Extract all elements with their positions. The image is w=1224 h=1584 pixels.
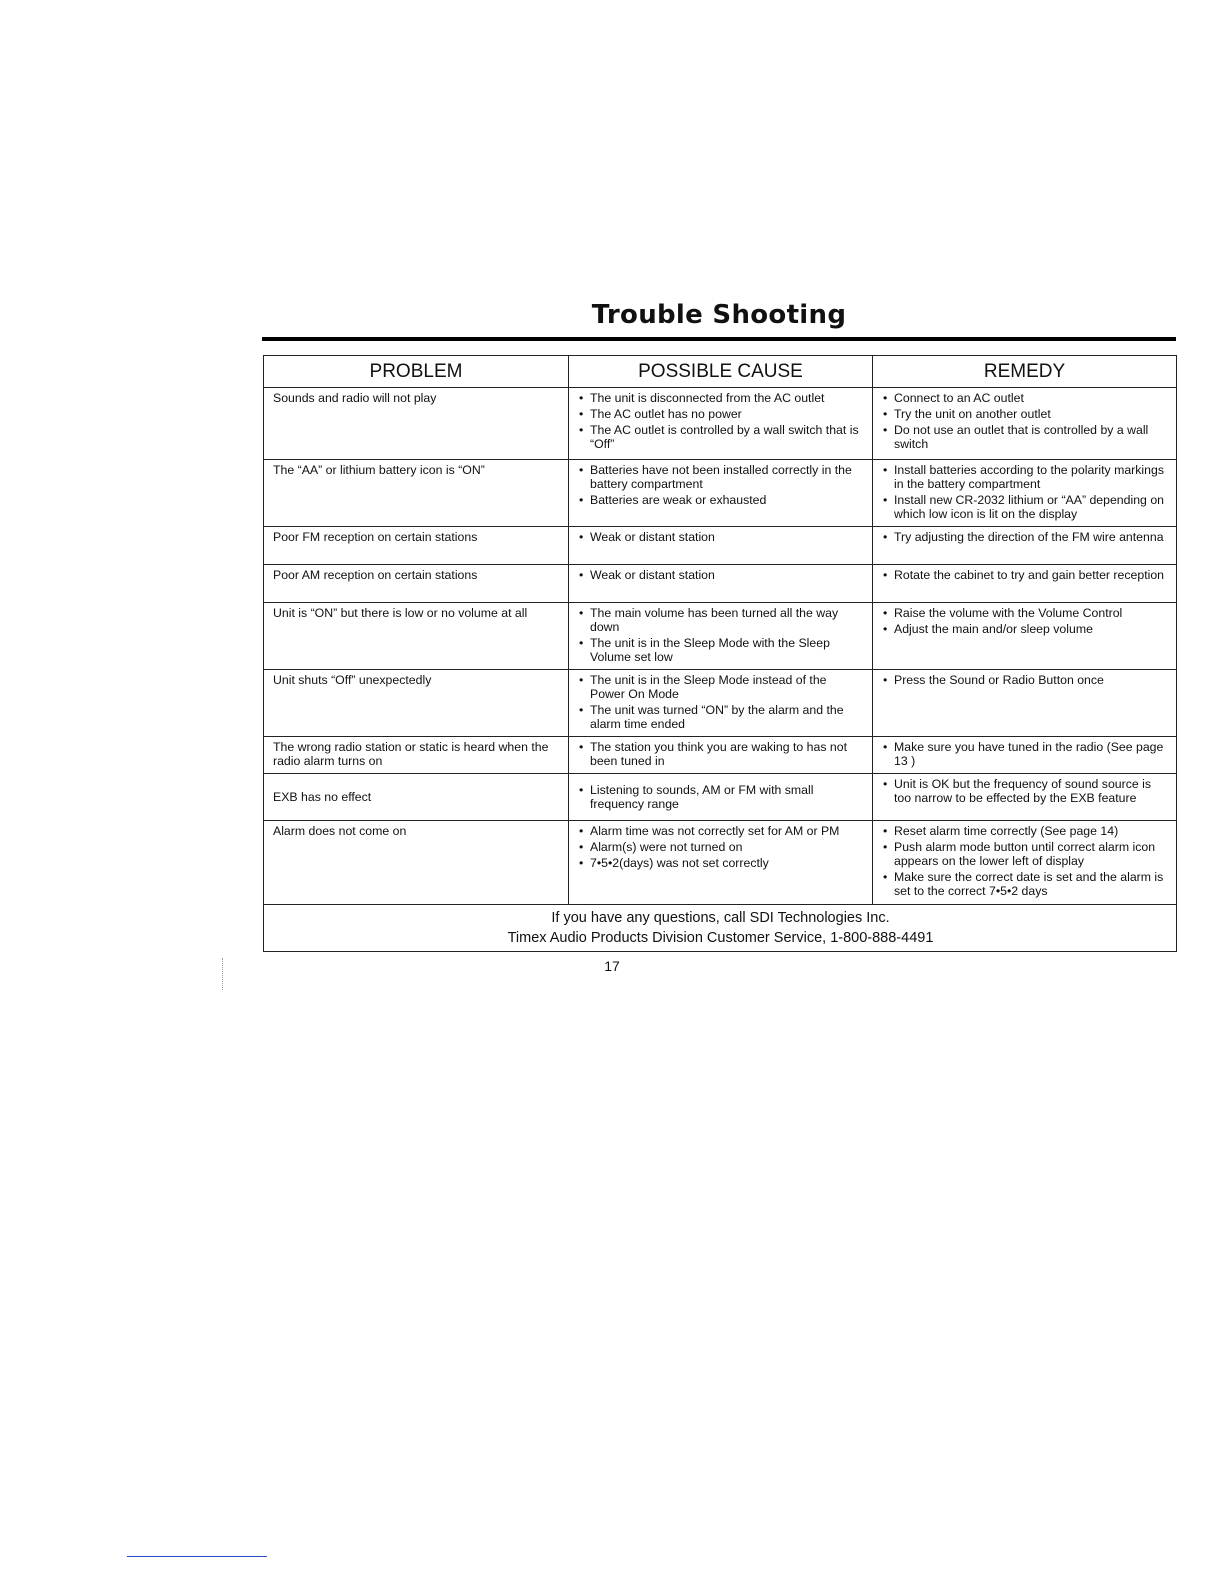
- table-row: [264, 603, 1177, 670]
- remedy-item: • Make sure you have tuned in the radio (See page 13 ): [883, 740, 1168, 768]
- table-row: [264, 821, 1177, 905]
- remedy-item: • Rotate the cabinet to try and gain better reception: [883, 568, 1168, 582]
- cause-item: • The unit is in the Sleep Mode instead of the Power On Mode: [579, 673, 864, 701]
- remedy-cell: [873, 527, 1177, 565]
- table-row: [264, 774, 1177, 821]
- cause-item: • Listening to sounds, AM or FM with small frequency range: [579, 783, 864, 811]
- remedy-item: • Press the Sound or Radio Button once: [883, 673, 1168, 687]
- cause-cell: [569, 670, 873, 737]
- problem-cell: Poor FM reception on certain stations: [264, 527, 569, 565]
- problem-cell: Unit shuts “Off” unexpectedly: [264, 670, 569, 737]
- table-row: [264, 670, 1177, 737]
- remedy-item: • Do not use an outlet that is controlled by a wall switch: [883, 423, 1168, 451]
- table-header-row: [264, 356, 1177, 388]
- header-possible-cause: POSSIBLE CAUSE: [569, 356, 873, 388]
- remedy-cell: [873, 388, 1177, 460]
- cause-item: • The unit is disconnected from the AC outlet: [579, 391, 864, 405]
- cause-item: • The main volume has been turned all the way down: [579, 606, 864, 634]
- cause-item: • The station you think you are waking to has not been tuned in: [579, 740, 864, 768]
- problem-cell: Unit is “ON” but there is low or no volume at all: [264, 603, 569, 670]
- problem-cell: Sounds and radio will not play: [264, 388, 569, 460]
- cause-cell: [569, 565, 873, 603]
- cause-cell: [569, 737, 873, 774]
- cause-cell: [569, 603, 873, 670]
- problem-cell: EXB has no effect: [264, 774, 569, 821]
- remedy-cell: [873, 460, 1177, 527]
- title-rule: [262, 337, 1176, 341]
- cause-cell: [569, 821, 873, 905]
- cause-item: • Weak or distant station: [579, 530, 864, 544]
- cause-item: • Alarm time was not correctly set for AM or PM: [579, 824, 864, 838]
- scan-edge-mark: [222, 958, 223, 990]
- problem-cell: The wrong radio station or static is heard when the radio alarm turns on: [264, 737, 569, 774]
- cause-item: • Alarm(s) were not turned on: [579, 840, 864, 854]
- bottom-rule: [127, 1556, 267, 1557]
- cause-item: • Batteries are weak or exhausted: [579, 493, 864, 507]
- troubleshooting-table: [263, 355, 1177, 952]
- cause-cell: [569, 774, 873, 821]
- remedy-cell: [873, 565, 1177, 603]
- remedy-cell: [873, 737, 1177, 774]
- remedy-item: • Push alarm mode button until correct alarm icon appears on the lower left of display: [883, 840, 1168, 868]
- remedy-item: • Try adjusting the direction of the FM wire antenna: [883, 530, 1168, 544]
- remedy-cell: [873, 670, 1177, 737]
- cause-item: • The unit is in the Sleep Mode with the Sleep Volume set low: [579, 636, 864, 664]
- remedy-cell: [873, 774, 1177, 821]
- problem-cell: The “AA” or lithium battery icon is “ON”: [264, 460, 569, 527]
- cause-cell: [569, 527, 873, 565]
- table-row: [264, 527, 1177, 565]
- cause-cell: [569, 460, 873, 527]
- remedy-item: • Raise the volume with the Volume Control: [883, 606, 1168, 620]
- contact-line-1: If you have any questions, call SDI Technologies Inc.: [551, 910, 890, 926]
- problem-cell: Alarm does not come on: [264, 821, 569, 905]
- page-title: Trouble Shooting: [591, 300, 847, 330]
- remedy-cell: [873, 821, 1177, 905]
- remedy-item: • Install batteries according to the polarity markings in the battery compartment: [883, 463, 1168, 491]
- table-row: [264, 565, 1177, 603]
- contact-cell: [264, 905, 1177, 952]
- cause-item: • The AC outlet is controlled by a wall switch that is “Off”: [579, 423, 864, 451]
- remedy-item: • Connect to an AC outlet: [883, 391, 1168, 405]
- remedy-item: • Make sure the correct date is set and the alarm is set to the correct 7•5•2 days: [883, 870, 1168, 898]
- cause-item: • Batteries have not been installed correctly in the battery compartment: [579, 463, 864, 491]
- page-number: 17: [604, 958, 620, 974]
- remedy-item: • Unit is OK but the frequency of sound source is too narrow to be effected by the EXB feature: [883, 777, 1168, 805]
- cause-item: • Weak or distant station: [579, 568, 864, 582]
- cause-item: • The AC outlet has no power: [579, 407, 864, 421]
- remedy-item: • Try the unit on another outlet: [883, 407, 1168, 421]
- contact-line-2: Timex Audio Products Division Customer Service, 1-800-888-4491: [507, 930, 934, 946]
- remedy-item: • Install new CR-2032 lithium or “AA” depending on which low icon is lit on the display: [883, 493, 1168, 521]
- header-problem: PROBLEM: [264, 356, 569, 388]
- remedy-item: • Reset alarm time correctly (See page 14): [883, 824, 1168, 838]
- contact-row: [264, 905, 1177, 952]
- table-row: [264, 737, 1177, 774]
- table-row: [264, 388, 1177, 460]
- remedy-cell: [873, 603, 1177, 670]
- remedy-item: • Adjust the main and/or sleep volume: [883, 622, 1168, 636]
- cause-cell: [569, 388, 873, 460]
- table-row: [264, 460, 1177, 527]
- cause-item: • The unit was turned “ON” by the alarm and the alarm time ended: [579, 703, 864, 731]
- cause-item: • 7•5•2(days) was not set correctly: [579, 856, 864, 870]
- problem-cell: Poor AM reception on certain stations: [264, 565, 569, 603]
- header-remedy: REMEDY: [873, 356, 1177, 388]
